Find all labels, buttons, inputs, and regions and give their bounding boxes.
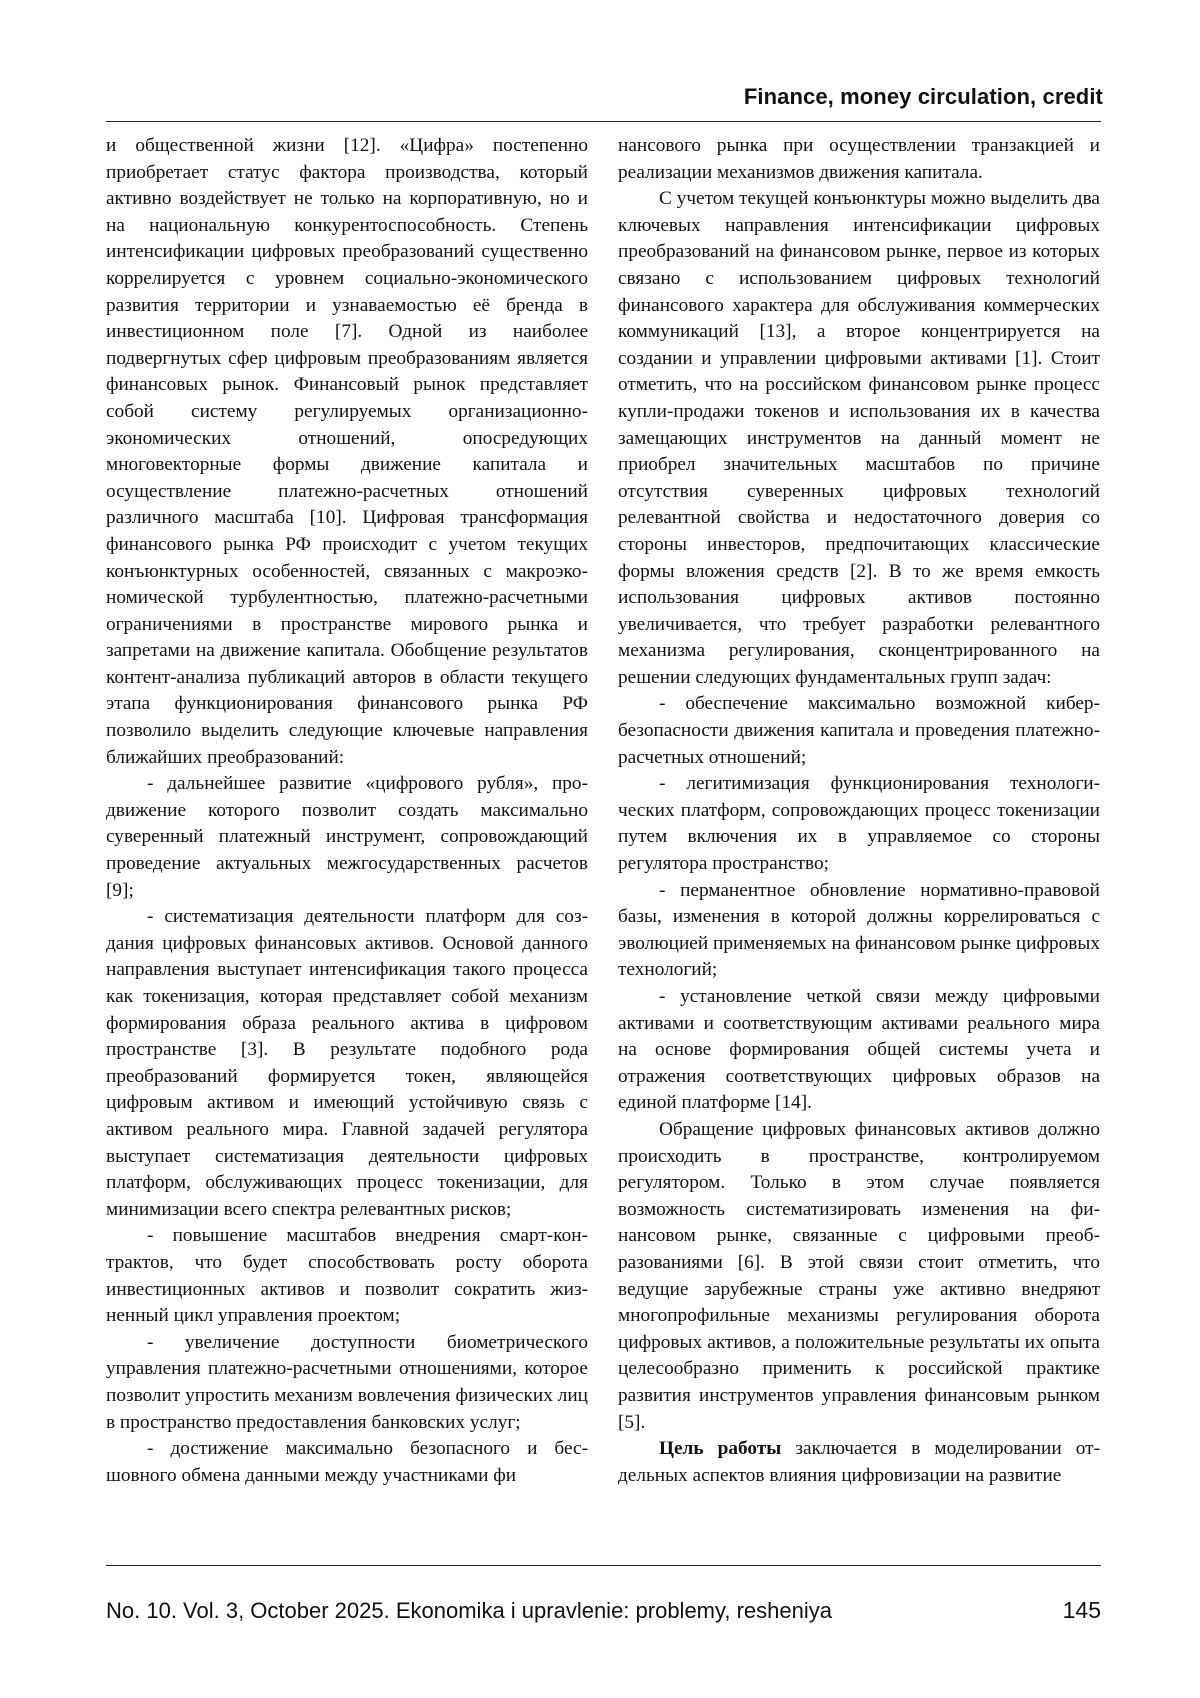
list-item: - дальнейшее развитие «цифрового рубля», продвижение которого позволит создать максимально суверенный платежный инструмент, сопровождающий проведение актуальных межгосударственных расчетов [9]; [106,773,588,901]
list-item: - систематизация деятельности платформ для создания цифровых финансовых активов. Основой данного направления выступает интенсификация такого процесса как токенизация, которая представляет собой механизм формирования образа реального актива в цифровом пространстве [3]. В результате подобного рода преобразований формируется токен, являющейся цифровым активом и имеющий устойчивую связь с активом реального мира. Главной задачей регулятора выступает систематизация деятельности цифровых платформ, обслуживающих процесс токенизации, для минимизации всего спектра релевантных рисков; [106,906,588,1220]
paragraph-goal [618,1436,1100,1489]
footer-citation: No. 10. Vol. 3, October 2025. Ekonomika i upravlenie: problemy, resheniya [106,1598,832,1623]
running-header-title: Finance, money circulation, credit [743,84,1103,109]
list-item: - увеличение доступности биометрического управления платежно-расчетными отношениями, которое позволит упростить механизм вовлечения физических лиц в пространство предоставления банковских услуг; [106,1331,588,1433]
list-item: - обеспечение максимально возможной кибербезопасности движения капитала и проведения платежно-расчетных отношений; [618,693,1100,768]
footer-rule [106,1565,1101,1566]
list-item: - легитимизация функционирования технологических платформ, сопровождающих процесс токенизации путем включения их в управляемое со стороны регулятора пространство; [618,773,1100,875]
goal-lead: Цель работы [659,1438,782,1460]
list-item: - перманентное обновление нормативно-правовой базы, изменения в которой должны коррелироваться с эволюцией применяемых на финансовом рынке цифровых технологий; [618,879,1100,981]
paragraph: Обращение цифровых финансовых активов должно происходить в пространстве, контролируемом регулятором. Только в этом случае появляется возможность систематизировать изменения на финансовом рынке, связанные с цифровыми преобразованиями [6]. В этой связи стоит отметить, что ведущие зарубежные страны уже активно внедряют многопрофильные механизмы регулирования оборота цифровых активов, а положительные результаты их опыта целесообразно применить к российской практике развития инструментов управления финансовым рынком [5]. [618,1118,1100,1433]
paragraph: С учетом текущей конъюнктуры можно выделить два ключевых направления интенсификации цифровых преобразований на финансовом рынке, первое из которых связано с использованием цифровых технологий финансового характера для обслуживания коммерческих коммуникаций [13], а второе концентрируется на создании и управлении цифровыми активами [1]. Стоит отметить, что на российском финансовом рынке процесс купли-продажи токенов и использования их в качества замещающих инструментов на данный момент не приобрел значительных масштабов по причине отсутствия суверенных цифровых технологий релевантной свойства и недостаточного доверия со стороны инвесторов, предпочитающих классические формы вложения средств [2]. В то же время емкость использования цифровых активов постоянно увеличивается, что требует разработки релевантного механизма регулирования, сконцентрированного на решении следующих фундаментальных групп задач: [618,188,1100,688]
header-rule [106,121,1101,122]
list-item: - достижение максимально безопасного и бесшовного обмена данными между участниками фи [106,1438,588,1486]
goal-text: заключается в моделировании отдельных аспектов влияния цифровизации на развитие [618,1438,1100,1486]
paragraph: и общественной жизни [12]. «Цифра» постепенно приобретает статус фактора производства, который активно воздействует не только на корпоративную, но и на национальную конкурентоспособность. Степень интенсификации цифровых преобразований существенно коррелируется с уровнем социально-экономического развития территории и узнаваемостью её бренда в инвестиционном поле [7]. Одной из наиболее подвергнутых сфер цифровым преобразованиям является финансовых рынок. Финансовый рынок представляет собой систему регулируемых организационно-экономических отношений, опосредующих многовекторные формы движение капитала и осуществление платежно-расчетных отношений различного масштаба [10]. Цифровая трансформация финансового рынка РФ происходит с учетом текущих конъюнктурных особенностей, связанных с макроэкономической турбулентностью, платежно-расчетными ограничениями в пространстве мирового рынка и запретами на движение капитала. Обобщение результатов контент-анализа публикаций авторов в области текущего этапа функционирования финансового рынка РФ позволило выделить следующие ключевые направления ближайших преобразований: [106,135,588,768]
left-column [106,133,588,1489]
list-item: - установление четкой связи между цифровыми активами и соответствующим активами реального мира на основе формирования общей системы учета и отражения соответствующих цифровых образов на единой платформе [14]. [618,986,1100,1114]
page-number: 145 [1062,1597,1101,1623]
right-column [618,133,1100,1489]
paragraph: нансового рынка при осуществлении транзакцией и реализации механизмов движения капитала. [618,135,1100,183]
list-item: - повышение масштабов внедрения смарт-контрактов, что будет способствовать росту оборота инвестиционных активов и позволит сократить жизненный цикл управления проектом; [106,1225,588,1327]
